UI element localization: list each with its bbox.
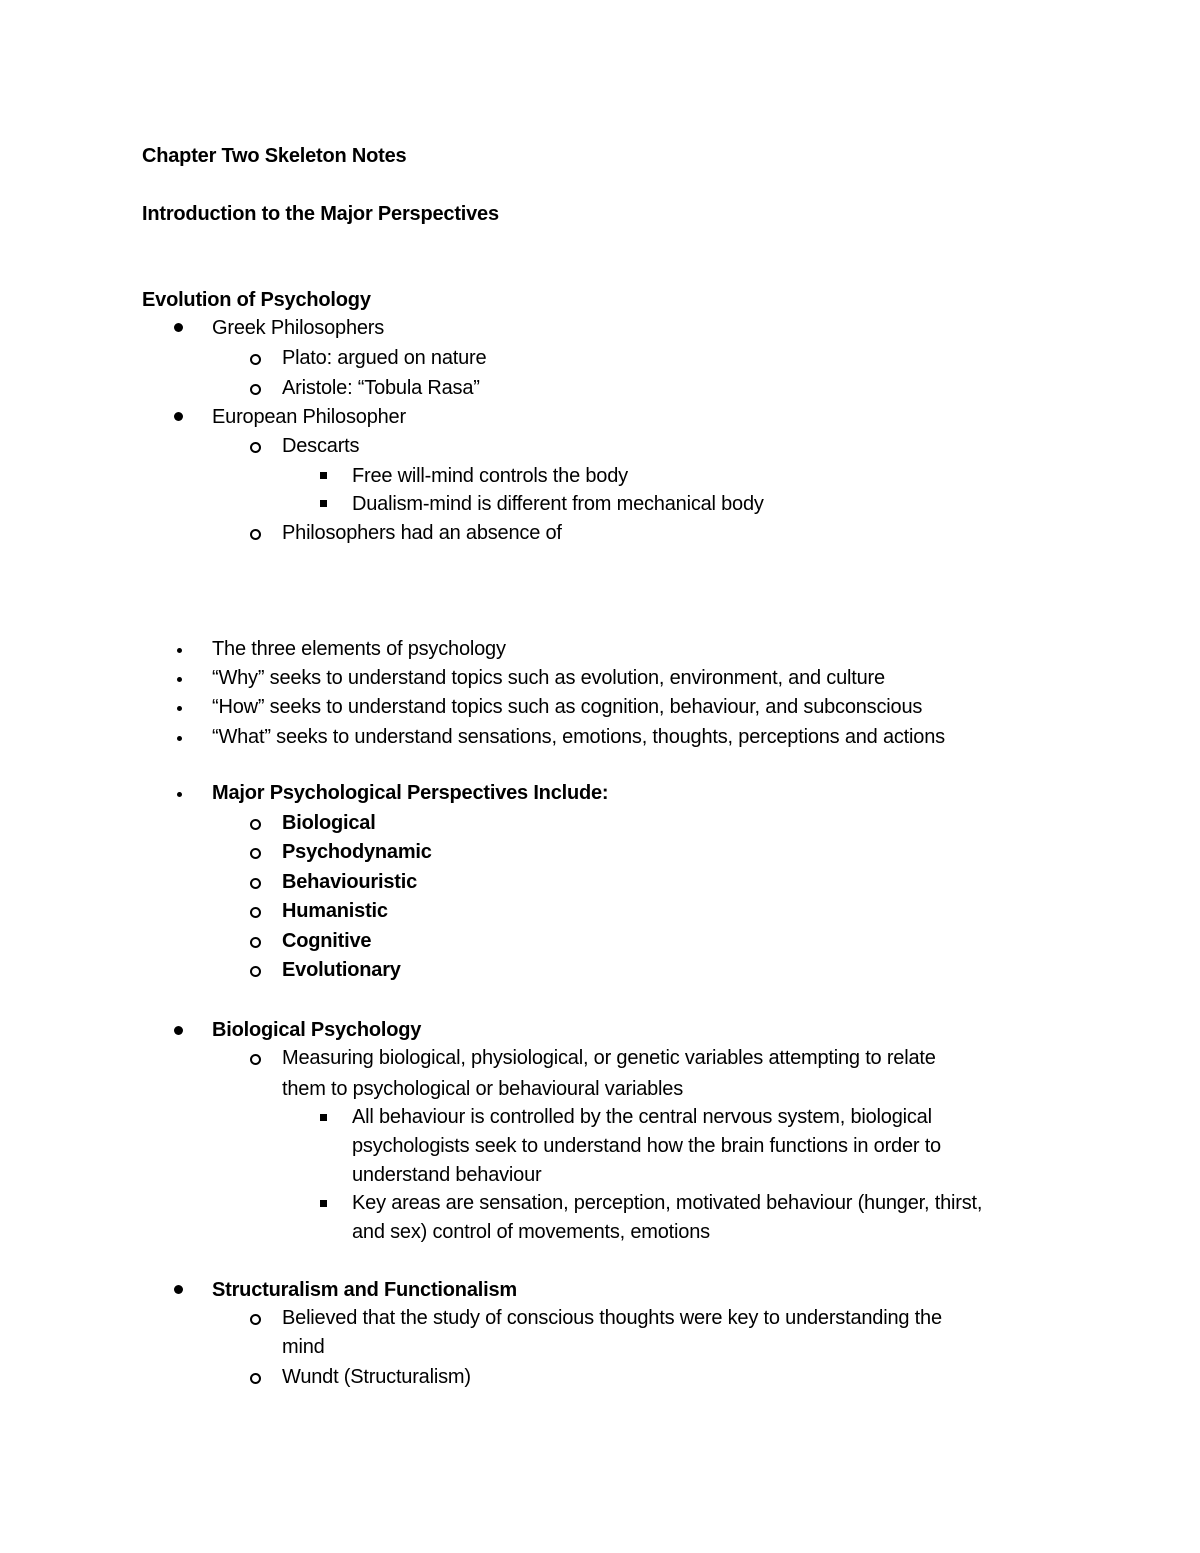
bullet-circle-icon (250, 354, 261, 365)
bullet-circle-icon (250, 937, 261, 948)
list-item-how: “How” seeks to understand topics such as cognition, behaviour, and subconscious (212, 696, 923, 718)
list-item-believed: Believed that the study of conscious thoughts were key to understanding the (282, 1307, 942, 1329)
bullet-filled-icon (174, 412, 183, 421)
list-item-perspective: Cognitive (282, 930, 372, 952)
list-item-believed-cont: mind (282, 1336, 325, 1358)
bullet-circle-icon (250, 966, 261, 977)
bullet-circle-icon (250, 848, 261, 859)
list-item-perspective: Behaviouristic (282, 871, 418, 893)
bullet-circle-icon (250, 1314, 261, 1325)
bullet-small-icon (177, 736, 182, 741)
bullet-circle-icon (250, 1054, 261, 1065)
bullet-square-icon (320, 472, 327, 479)
bullet-circle-icon (250, 1373, 261, 1384)
list-item-absence: Philosophers had an absence of (282, 522, 562, 544)
section-heading-structuralism: Structuralism and Functionalism (212, 1279, 517, 1301)
document-title: Chapter Two Skeleton Notes (142, 145, 407, 167)
list-item-what: “What” seeks to understand sensations, emotions, thoughts, perceptions and actions (212, 726, 945, 748)
bullet-square-icon (320, 1114, 327, 1121)
bullet-circle-icon (250, 384, 261, 395)
bullet-small-icon (177, 706, 182, 711)
list-item-perspectives-heading: Major Psychological Perspectives Include: (212, 782, 609, 804)
bullet-small-icon (177, 648, 182, 653)
bullet-circle-icon (250, 907, 261, 918)
bullet-circle-icon (250, 442, 261, 453)
bullet-circle-icon (250, 819, 261, 830)
list-item-free-will: Free will-mind controls the body (352, 465, 628, 487)
list-item-aristole: Aristole: “Tobula Rasa” (282, 377, 480, 399)
section-heading-evolution: Evolution of Psychology (142, 289, 371, 311)
list-item-greek: Greek Philosophers (212, 317, 385, 339)
list-item-wundt: Wundt (Structuralism) (282, 1366, 471, 1388)
document-subtitle: Introduction to the Major Perspectives (142, 203, 499, 225)
list-item-key-areas: Key areas are sensation, perception, motivated behaviour (hunger, thirst, (352, 1192, 983, 1214)
list-item-perspective: Evolutionary (282, 959, 401, 981)
bullet-filled-icon (174, 1285, 183, 1294)
bullet-circle-icon (250, 878, 261, 889)
section-heading-biological: Biological Psychology (212, 1019, 422, 1041)
list-item-dualism: Dualism-mind is different from mechanical body (352, 493, 764, 515)
list-item-elements: The three elements of psychology (212, 638, 506, 660)
list-item-key-areas-cont: and sex) control of movements, emotions (352, 1221, 710, 1243)
bullet-small-icon (177, 792, 182, 797)
list-item-descarts: Descarts (282, 435, 360, 457)
list-item-cns-cont: psychologists seek to understand how the brain functions in order to (352, 1135, 941, 1157)
bullet-square-icon (320, 500, 327, 507)
list-item-cns-cont: understand behaviour (352, 1164, 542, 1186)
list-item-measuring: Measuring biological, physiological, or genetic variables attempting to relate (282, 1047, 936, 1069)
list-item-perspective: Humanistic (282, 900, 388, 922)
list-item-why: “Why” seeks to understand topics such as evolution, environment, and culture (212, 667, 885, 689)
list-item-european: European Philosopher (212, 406, 406, 428)
list-item-perspective: Psychodynamic (282, 841, 432, 863)
list-item-perspective: Biological (282, 812, 376, 834)
list-item-plato: Plato: argued on nature (282, 347, 487, 369)
bullet-square-icon (320, 1200, 327, 1207)
bullet-filled-icon (174, 1026, 183, 1035)
list-item-measuring-cont: them to psychological or behavioural variables (282, 1078, 684, 1100)
bullet-small-icon (177, 677, 182, 682)
list-item-cns: All behaviour is controlled by the central nervous system, biological (352, 1106, 932, 1128)
bullet-filled-icon (174, 323, 183, 332)
bullet-circle-icon (250, 529, 261, 540)
